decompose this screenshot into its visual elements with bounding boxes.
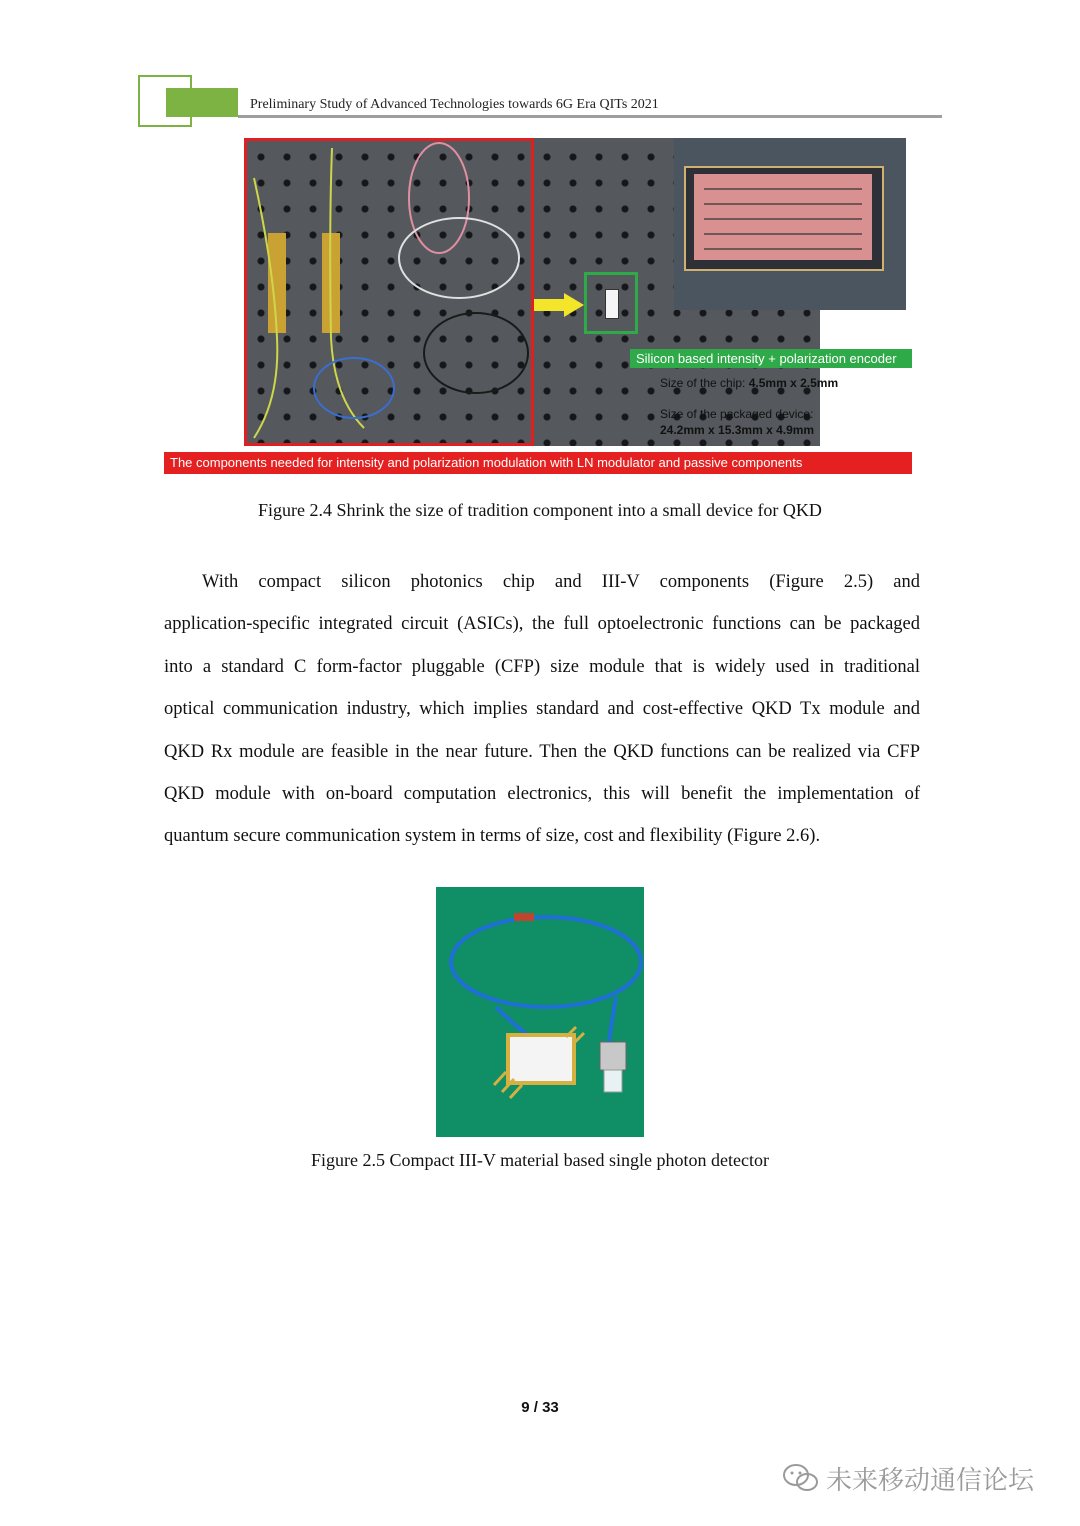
body-paragraph: [164, 561, 920, 858]
paragraph-line: application-specific integrated circuit (ASICs), the full optoelectronic functions can be packaged: [164, 614, 920, 635]
chip-size-value: 4.5mm x 2.5mm: [748, 376, 839, 390]
chip-circuit-traces: [694, 174, 872, 260]
header-logo-block: [166, 88, 238, 117]
paragraph-line: QKD module with on-board computation electronics, this will benefit the implementation of: [164, 783, 920, 804]
package-size-value: 24.2mm x 15.3mm x 4.9mm: [660, 423, 815, 437]
paragraph-line: QKD Rx module are feasible in the near future. Then the QKD functions can be realized via CFP: [164, 741, 920, 762]
figure-2-5-caption: Figure 2.5 Compact III-V material based single photon detector: [310, 1150, 770, 1170]
single-photon-detector-photo: [436, 887, 644, 1137]
paragraph-line: optical communication industry, which implies standard and cost-effective QKD Tx module and: [164, 699, 920, 720]
page-number: 9 / 33: [521, 1399, 559, 1416]
figure-2-5-image: [436, 887, 644, 1137]
figure-2-4-caption: Figure 2.4 Shrink the size of tradition component into a small device for QKD: [258, 500, 822, 520]
components-label: The components needed for intensity and polarization modulation with LN modulator and passive components: [164, 452, 912, 474]
header-title: Preliminary Study of Advanced Technologies towards 6G Era QITs 2021: [250, 97, 659, 112]
chip-size-label: Size of the chip:: [660, 376, 746, 390]
chip-size-info: [660, 376, 838, 390]
wechat-icon: [782, 1462, 820, 1494]
figure-2-4-image: [164, 138, 912, 474]
watermark-text: 未来移动通信论坛: [826, 1465, 1035, 1496]
packaged-device-highlight: [584, 272, 638, 334]
watermark: [782, 1458, 1034, 1498]
paragraph-line: quantum secure communication system in terms of size, cost and flexibility (Figure 2.6).: [164, 826, 821, 847]
encoder-label: Silicon based intensity + polarization encoder: [630, 349, 912, 368]
arrow-right-icon: [534, 293, 584, 317]
header-rule: [238, 115, 942, 118]
traditional-components-frame: [244, 138, 534, 446]
package-size-label: Size of the packaged device:: [660, 407, 814, 421]
paragraph-line: With compact silicon photonics chip and III-V components (Figure 2.5) and: [202, 572, 920, 592]
paragraph-line: into a standard C form-factor pluggable (CFP) size module that is widely used in traditional: [164, 656, 920, 677]
chip-circuit-area: [694, 174, 872, 260]
